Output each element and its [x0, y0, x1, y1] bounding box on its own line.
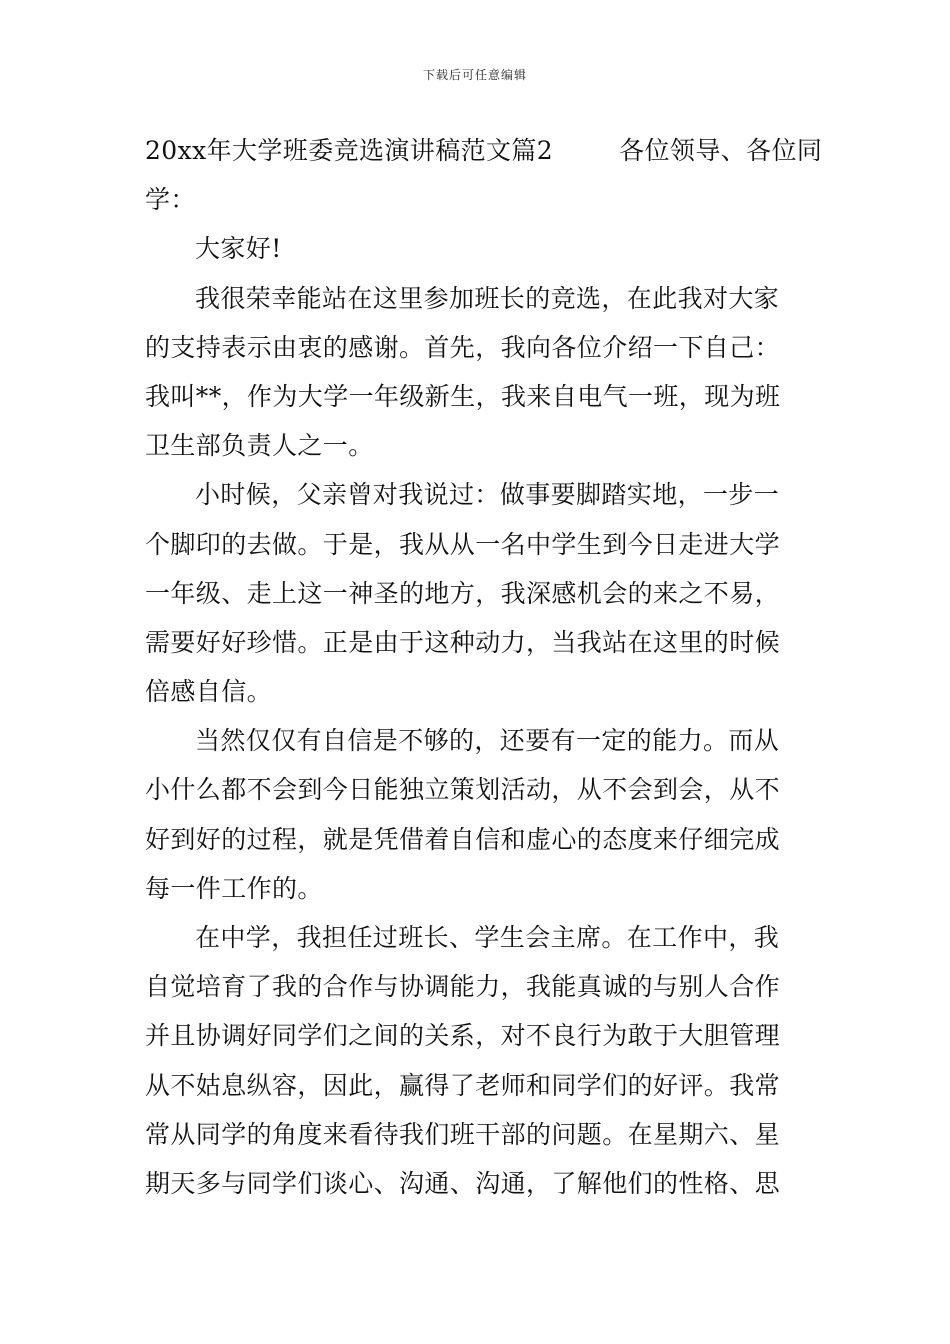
paragraph-line: 个脚印的去做。于是，我从从一名中学生到今日走进大学	[145, 529, 781, 559]
paragraph-line: 自觉培育了我的合作与协调能力，我能真诚的与别人合作	[145, 972, 781, 1002]
paragraph-line: 卫生部负责人之一。	[145, 431, 374, 461]
paragraph-line: 在中学，我担任过班长、学生会主席。在工作中，我	[195, 923, 780, 952]
salutation-part-1: 各位领导、各位同	[619, 136, 823, 165]
paragraph-line: 需要好好珍惜。正是由于这种动力，当我站在这里的时候	[145, 627, 781, 657]
paragraph-line: 小时候，父亲曾对我说过：做事要脚踏实地，一步一	[195, 480, 780, 510]
paragraph-line: 一年级、走上这一神圣的地方，我深感机会的来之不易，	[145, 578, 781, 608]
paragraph-line: 的支持表示由衷的感谢。首先，我向各位介绍一下自己：	[145, 332, 781, 362]
paragraph-line: 我叫**，作为大学一年级新生，我来自电气一班，现为班	[145, 381, 781, 411]
paragraph-line: 从不姑息纵容，因此，赢得了老师和同学们的好评。我常	[145, 1070, 781, 1100]
paragraph-line: 常从同学的角度来看待我们班干部的问题。在星期六、星	[145, 1119, 781, 1149]
paragraph-line: 小什么都不会到今日能独立策划活动，从不会到会，从不	[145, 775, 781, 805]
paragraph-line: 当然仅仅有自信是不够的，还要有一定的能力。而从	[195, 726, 780, 756]
salutation-part-2: 学：	[145, 185, 196, 215]
title-line	[145, 126, 823, 175]
paragraph-line: 期天多与同学们谈心、沟通、沟通，了解他们的性格、思	[145, 1168, 781, 1198]
document-title: 20xx年大学班委竞选演讲稿范文篇2	[145, 136, 554, 165]
document-body	[145, 126, 823, 1208]
paragraph-line: 好到好的过程，就是凭借着自信和虚心的态度来仔细完成	[145, 824, 781, 854]
paragraph-line: 倍感自信。	[145, 677, 273, 707]
paragraph-line: 每一件工作的。	[145, 873, 323, 903]
header-note: 下载后可任意编辑	[422, 68, 527, 82]
paragraph-line: 我很荣幸能站在这里参加班长的竞选，在此我对大家	[195, 283, 780, 313]
paragraph-line: 并且协调好同学们之间的关系，对不良行为敢于大胆管理	[145, 1021, 781, 1051]
greeting: 大家好!	[195, 234, 282, 264]
